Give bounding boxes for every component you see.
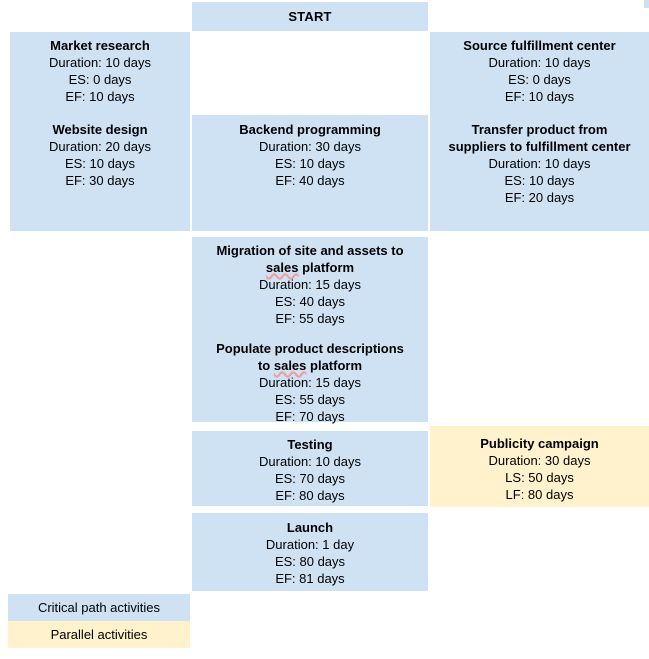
misspelled-word: sales: [265, 260, 299, 275]
activity-es: ES: 0 days: [68, 72, 132, 87]
activity-duration: Duration: 1 day: [265, 537, 355, 552]
activity-ef: EF: 10 days: [504, 89, 575, 104]
activity-es: ES: 40 days: [274, 294, 346, 309]
activity-es: ES: 80 days: [274, 554, 346, 569]
activity-ef: EF: 80 days: [275, 488, 345, 503]
legend-critical-label: Critical path activities: [37, 600, 161, 615]
start-label: START: [288, 9, 332, 24]
legend-critical-path: [8, 594, 190, 621]
activity-source-fulfillment-center: [430, 32, 649, 115]
activity-title: Migration of site and assets to sales platform: [216, 243, 404, 275]
activity-ef: EF: 30 days: [65, 173, 135, 188]
activity-title: Source fulfillment center: [463, 38, 616, 53]
activity-es: ES: 10 days: [64, 156, 136, 171]
activity-title: Transfer product from suppliers to fulfillment center: [448, 122, 631, 154]
activity-duration: Duration: 20 days: [49, 139, 151, 154]
activity-duration: Duration: 10 days: [488, 55, 591, 70]
activity-testing: [192, 431, 428, 506]
activity-duration: Duration: 30 days: [488, 453, 591, 468]
activity-title: Populate product descriptions to sales platform: [216, 341, 404, 373]
activity-ef: EF: 55 days: [275, 311, 345, 326]
activity-duration: Duration: 10 days: [488, 156, 591, 171]
activity-es: ES: 10 days: [274, 156, 346, 171]
activity-ls: LS: 50 days: [505, 470, 574, 485]
activity-ef: EF: 70 days: [275, 409, 345, 424]
activity-duration: Duration: 30 days: [259, 139, 361, 154]
activity-title: Website design: [52, 122, 148, 137]
activity-title: Publicity campaign: [480, 436, 599, 451]
activity-es: ES: 70 days: [274, 471, 346, 486]
activity-lf: LF: 80 days: [505, 487, 574, 502]
activity-duration: Duration: 10 days: [49, 55, 151, 70]
activity-ef: EF: 10 days: [65, 89, 135, 104]
activity-ef: EF: 81 days: [275, 571, 345, 586]
activity-es: ES: 10 days: [504, 173, 575, 188]
activity-website-design: [10, 115, 190, 231]
activity-duration: Duration: 15 days: [259, 375, 361, 390]
activity-title: Backend programming: [239, 122, 381, 137]
activity-duration: Duration: 15 days: [259, 277, 361, 292]
activity-publicity-campaign: [430, 426, 649, 507]
activity-es: ES: 0 days: [508, 72, 571, 87]
activity-migration-and-populate-block: [192, 237, 428, 422]
activity-launch: [192, 513, 428, 591]
activity-ef: EF: 40 days: [275, 173, 345, 188]
clipped-box-fragment: [644, 0, 649, 8]
activity-duration: Duration: 10 days: [259, 454, 361, 469]
activity-title: Market research: [50, 38, 150, 53]
activity-title: Testing: [287, 437, 333, 452]
activity-transfer-product: [430, 115, 649, 231]
activity-populate-descriptions: [192, 340, 428, 425]
misspelled-word: sales: [273, 358, 307, 373]
activity-migration: [192, 237, 428, 327]
activity-backend-programming: [192, 115, 428, 231]
start-node: [192, 2, 428, 31]
legend-parallel-label: Parallel activities: [50, 627, 148, 642]
activity-title: Launch: [286, 520, 334, 535]
activity-market-research: [10, 32, 190, 115]
activity-es: ES: 55 days: [274, 392, 346, 407]
activity-ef: EF: 20 days: [504, 190, 575, 205]
legend-parallel: [8, 621, 190, 648]
